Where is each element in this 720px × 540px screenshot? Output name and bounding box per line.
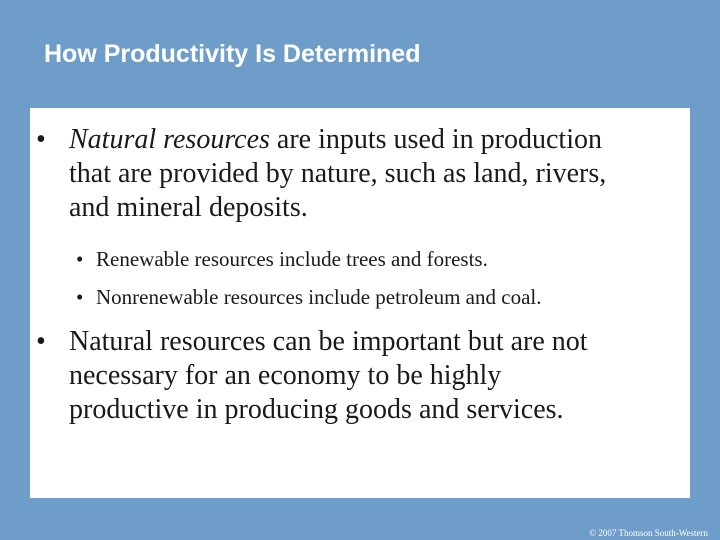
sub-bullet-marker: • (76, 285, 84, 309)
bullet-marker: • (36, 326, 46, 357)
bullet-text (69, 123, 606, 225)
bullet-line: and mineral deposits. (69, 192, 308, 223)
bullet-line: that are provided by nature, such as land, rivers, (69, 158, 607, 189)
bullet-line-rest: are inputs used in production (269, 124, 602, 155)
copyright-footer: © 2007 Thomson South-Western (589, 528, 708, 538)
sub-bullet-text: Renewable resources include trees and forests. (96, 247, 488, 271)
bullet-text (69, 325, 588, 427)
bullet-marker: • (36, 124, 46, 155)
slide-title: How Productivity Is Determined (44, 40, 421, 68)
content-panel (30, 108, 690, 498)
bullet-line: productive in producing goods and services. (69, 394, 564, 425)
bullet-line (69, 123, 606, 157)
emphasized-term: Natural resources (69, 124, 270, 155)
bullet-line: Natural resources can be important but are not (69, 326, 588, 357)
bullet-line: necessary for an economy to be highly (69, 360, 502, 391)
sub-bullet-text: Nonrenewable resources include petroleum and coal. (96, 285, 542, 309)
sub-bullet-marker: • (76, 247, 84, 271)
